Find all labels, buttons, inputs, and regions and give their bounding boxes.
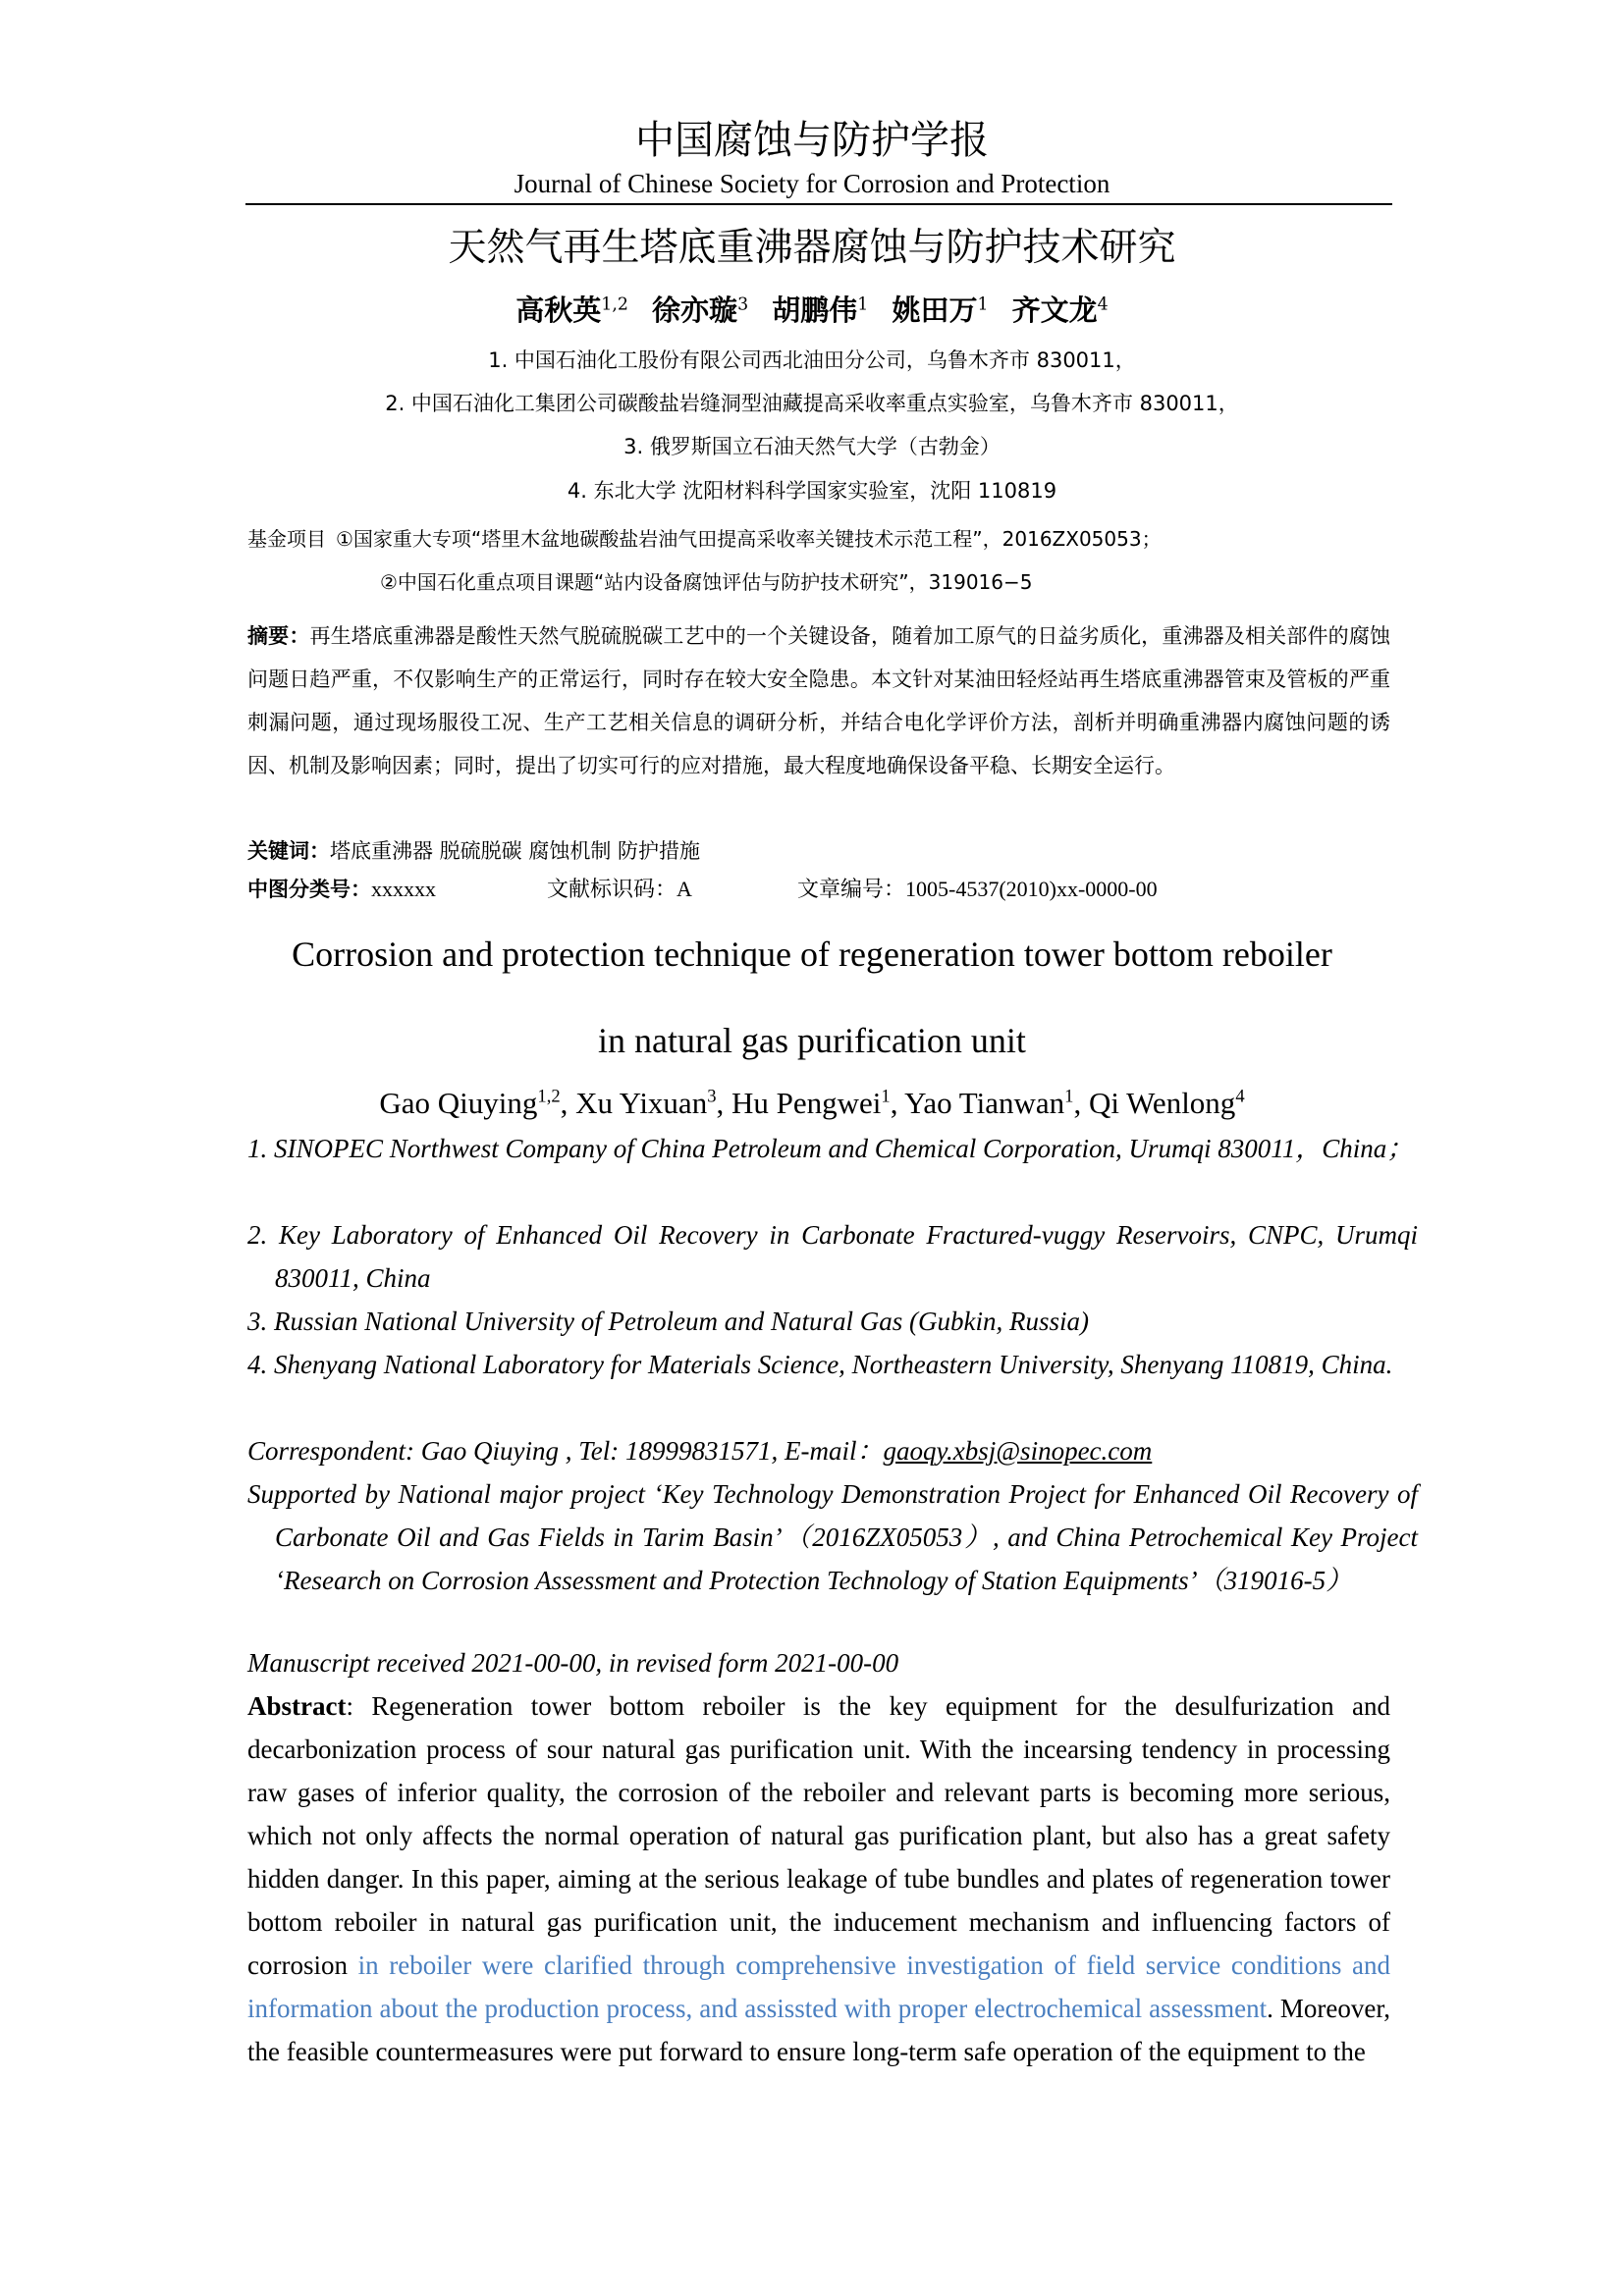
author-affiliation-mark: 1,2	[601, 294, 628, 315]
fund-item: ①国家重大专项“塔里木盆地碳酸盐岩油气田提高采收率关键技术示范工程”，2016ZX05053；	[336, 527, 1162, 551]
author-list-cn	[0, 291, 1624, 330]
header-divider	[245, 203, 1392, 205]
author-en: Yao Tianwan	[904, 1086, 1065, 1120]
author-affiliation-mark: 1	[857, 294, 869, 315]
fund-line-1	[247, 524, 1396, 554]
author-list-en: Gao Qiuying$^{1,2}$, Xu Yixuan$^3$, Hu Pengwei$^1$, Yao Tianwan$^1$, Qi Wenlong$^4$	[379, 1086, 1245, 1120]
affiliation-en: 2. Key Laboratory of Enhanced Oil Recovery in Carbonate Fractured-vuggy Reservoirs, CNPC, Urumqi 830011, China	[247, 1220, 1418, 1293]
author-affiliation-mark: 4	[1097, 294, 1109, 315]
funding-statement-en: Supported by National major project ‘Key Technology Demonstration Project for Enhanced Oil Recovery of Carbonate Oil and Gas Fields in Tarim Basin’（2016ZX05053）, and China Petrochemical Key Project ‘Research on Corrosion Assessment and Protection Technology of Station Equipments’（319016-5）	[247, 1479, 1418, 1595]
author-cn: 姚田万	[892, 294, 978, 327]
author-affiliation-mark: 1	[881, 1086, 891, 1107]
journal-name-en: Journal of Chinese Society for Corrosion and Protection	[514, 169, 1110, 198]
affiliation-en: 1. SINOPEC Northwest Company of China Petroleum and Chemical Corporation, Urumqi 830011，China；	[247, 1134, 1414, 1163]
correspondent-line	[247, 1429, 1390, 1472]
correspondent-info: Correspondent: Gao Qiuying , Tel: 18999831571, E-mail：	[247, 1436, 884, 1466]
abstract-en	[247, 1684, 1390, 2073]
paper-title-en-line-1: Corrosion and protection technique of regeneration tower bottom reboiler	[292, 934, 1332, 974]
keywords-cn	[247, 829, 1390, 873]
author-affiliation-mark: 1	[977, 294, 989, 315]
fund-label: 基金项目	[247, 527, 326, 551]
email-link[interactable]: gaoqy.xbsj@sinopec.com	[883, 1436, 1153, 1466]
classification-line	[247, 874, 1390, 905]
paper-title-cn: 天然气再生塔底重沸器腐蚀与防护技术研究	[448, 226, 1176, 270]
fund-item: ②中国石化重点项目课题“站内设备腐蚀评估与防护技术研究”，319016−5	[380, 570, 1033, 594]
abstract-label-cn: 摘要：	[247, 624, 310, 648]
clc-value: xxxxxx	[371, 877, 436, 901]
fund-line-2	[380, 567, 1529, 597]
abstract-label-en: Abstract	[247, 1691, 347, 1721]
article-number: 文章编号：1005-4537(2010)xx-0000-00	[797, 877, 1158, 901]
author-affiliation-mark: 4	[1235, 1086, 1245, 1107]
abstract-highlighted-text: in reboiler were clarified through comprehensive investigation of field service conditions and information about the production process, and assissted with proper electrochemical assessment	[247, 1950, 1390, 2023]
clc-label: 中图分类号：	[247, 878, 371, 901]
author-affiliation-mark: 3	[707, 1086, 717, 1107]
affiliation-cn: 2. 中国石油化工集团公司碳酸盐岩缝洞型油藏提高采收率重点实验室，乌鲁木齐市 830011，	[385, 392, 1239, 415]
author-cn: 齐文龙	[1011, 294, 1098, 327]
author-en: Hu Pengwei	[731, 1086, 882, 1120]
affiliation-cn: 3. 俄罗斯国立石油天然气大学（古勃金）	[623, 435, 1001, 458]
abstract-text-en: : Regeneration tower bottom reboiler is the key equipment for the desulfurization and decarbonization process of sour natural gas purification unit. With the incearsing tendency in processing raw gases of inferior quality, the corrosion of the reboiler and relevant parts is becoming more serious, which not only affects the normal operation of natural gas purification plant, but also has a great safety hidden danger. In this paper, aiming at the serious leakage of tube bundles and plates of regeneration tower bottom reboiler in natural gas purification unit, the inducement mechanism and influencing factors of corrosion	[247, 1691, 1390, 1980]
keywords-label-cn: 关键词：	[247, 839, 330, 863]
author-cn: 高秋英	[515, 294, 602, 327]
keywords-text-cn: 塔底重沸器 脱硫脱碳 腐蚀机制 防护措施	[330, 839, 701, 863]
abstract-text-en-continued: . Moreover, the feasible countermeasures were put forward to ensure long-term safe operation of the equipment to the	[247, 1994, 1390, 2066]
affiliation-cn: 4. 东北大学 沈阳材料科学国家实验室，沈阳 110819	[567, 479, 1057, 503]
manuscript-dates: Manuscript received 2021-00-00, in revised form 2021-00-00	[247, 1648, 899, 1678]
author-affiliation-mark: 1,2	[537, 1086, 561, 1107]
affiliation-en: 3. Russian National University of Petroleum and Natural Gas (Gubkin, Russia)	[247, 1307, 1089, 1336]
author-en: Gao Qiuying	[379, 1086, 538, 1120]
author-en: Qi Wenlong	[1088, 1086, 1236, 1120]
document-code: 文献标识码：A	[547, 877, 692, 901]
affiliation-cn: 1. 中国石油化工股份有限公司西北油田分公司，乌鲁木齐市 830011，	[488, 348, 1136, 372]
paper-title-en-line-2: in natural gas purification unit	[598, 1021, 1026, 1060]
abstract-text-cn: 再生塔底重沸器是酸性天然气脱硫脱碳工艺中的一个关键设备，随着加工原气的日益劣质化，重沸器及相关部件的腐蚀问题日趋严重，不仅影响生产的正常运行，同时存在较大安全隐患。本文针对某油田轻烃站再生塔底重沸器管束及管板的严重刺漏问题，通过现场服役工况、生产工艺相关信息的调研分析，并结合电化学评价方法，剖析并明确重沸器内腐蚀问题的诱因、机制及影响因素；同时，提出了切实可行的应对措施，最大程度地确保设备平稳、长期安全运行。	[247, 624, 1390, 777]
journal-name-cn: 中国腐蚀与防护学报	[635, 118, 989, 163]
author-affiliation-mark: 3	[737, 294, 749, 315]
abstract-cn	[247, 614, 1390, 787]
author-cn: 徐亦璇	[652, 294, 738, 327]
affiliation-en: 4. Shenyang National Laboratory for Materials Science, Northeastern University, Shenyang 110819, China.	[247, 1350, 1393, 1379]
author-affiliation-mark: 1	[1064, 1086, 1074, 1107]
author-en: Xu Yixuan	[575, 1086, 708, 1120]
author-cn: 胡鹏伟	[772, 294, 858, 327]
